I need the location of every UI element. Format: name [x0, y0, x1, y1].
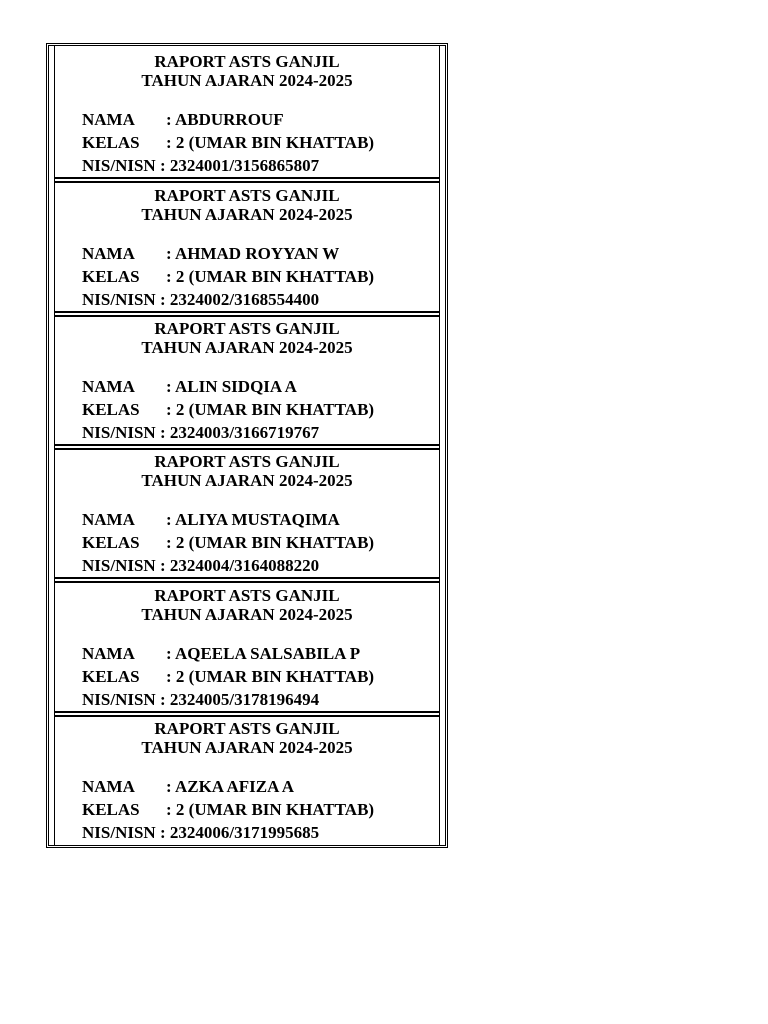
student-nis: : 2324006/3171995685: [159, 823, 320, 842]
label-nis-row: [82, 290, 319, 309]
student-label: [55, 580, 439, 713]
student-label: [55, 446, 439, 579]
class-key: KELAS: [82, 667, 140, 686]
label-class-row: [82, 667, 374, 686]
nis-key: NIS/NISN: [82, 690, 156, 709]
student-nis: : 2324005/3178196494: [159, 690, 320, 709]
label-title: RAPORT ASTS GANJIL: [154, 319, 340, 338]
student-label: [55, 313, 439, 446]
label-school-year: TAHUN AJARAN 2024-2025: [141, 471, 353, 490]
label-title: RAPORT ASTS GANJIL: [154, 452, 340, 471]
label-name-row: [82, 777, 294, 796]
student-name: : AZKA AFIZA A: [166, 777, 295, 796]
label-nis-row: [82, 823, 319, 842]
nis-key: NIS/NISN: [82, 423, 156, 442]
student-class: : 2 (UMAR BIN KHATTAB): [166, 800, 375, 819]
label-class-row: [82, 800, 374, 819]
label-title: RAPORT ASTS GANJIL: [154, 719, 340, 738]
nis-key: NIS/NISN: [82, 556, 156, 575]
label-title: RAPORT ASTS GANJIL: [154, 186, 340, 205]
name-key: NAMA: [82, 377, 135, 396]
label-class-row: [82, 533, 374, 552]
student-nis: : 2324001/3156865807: [159, 156, 320, 175]
label-nis-row: [82, 423, 319, 442]
student-class: : 2 (UMAR BIN KHATTAB): [166, 400, 375, 419]
nis-key: NIS/NISN: [82, 156, 156, 175]
class-key: KELAS: [82, 267, 140, 286]
class-key: KELAS: [82, 400, 140, 419]
name-key: NAMA: [82, 644, 135, 663]
name-key: NAMA: [82, 510, 135, 529]
label-title: RAPORT ASTS GANJIL: [154, 586, 340, 605]
student-name: : AQEELA SALSABILA P: [166, 644, 361, 663]
name-key: NAMA: [82, 244, 135, 263]
student-class: : 2 (UMAR BIN KHATTAB): [166, 533, 375, 552]
label-name-row: [82, 110, 284, 129]
student-name: : ALIN SIDQIA A: [166, 377, 297, 396]
name-key: NAMA: [82, 777, 135, 796]
student-name: : ALIYA MUSTAQIMA: [166, 510, 340, 529]
nis-key: NIS/NISN: [82, 290, 156, 309]
nis-key: NIS/NISN: [82, 823, 156, 842]
student-nis: : 2324002/3168554400: [159, 290, 320, 309]
student-class: : 2 (UMAR BIN KHATTAB): [166, 133, 375, 152]
student-class: : 2 (UMAR BIN KHATTAB): [166, 667, 375, 686]
name-key: NAMA: [82, 110, 135, 129]
label-class-row: [82, 400, 374, 419]
label-name-row: [82, 244, 339, 263]
label-title: RAPORT ASTS GANJIL: [154, 52, 340, 71]
label-school-year: TAHUN AJARAN 2024-2025: [141, 71, 353, 90]
student-nis: : 2324003/3166719767: [159, 423, 320, 442]
class-key: KELAS: [82, 533, 140, 552]
label-school-year: TAHUN AJARAN 2024-2025: [141, 738, 353, 757]
label-school-year: TAHUN AJARAN 2024-2025: [141, 338, 353, 357]
label-name-row: [82, 510, 340, 529]
student-name: : ABDURROUF: [166, 110, 284, 129]
label-class-row: [82, 133, 374, 152]
student-nis: : 2324004/3164088220: [159, 556, 320, 575]
label-name-row: [82, 377, 297, 396]
label-nis-row: [82, 156, 319, 175]
label-sheet-inner: [54, 46, 440, 845]
label-nis-row: [82, 690, 319, 709]
label-school-year: TAHUN AJARAN 2024-2025: [141, 205, 353, 224]
label-sheet: [46, 43, 448, 848]
class-key: KELAS: [82, 133, 140, 152]
student-label: [55, 180, 439, 313]
student-label: [55, 713, 439, 846]
label-nis-row: [82, 556, 319, 575]
student-name: : AHMAD ROYYAN W: [166, 244, 340, 263]
label-school-year: TAHUN AJARAN 2024-2025: [141, 605, 353, 624]
student-label: [55, 46, 439, 179]
student-class: : 2 (UMAR BIN KHATTAB): [166, 267, 375, 286]
label-name-row: [82, 644, 360, 663]
class-key: KELAS: [82, 800, 140, 819]
label-class-row: [82, 267, 374, 286]
